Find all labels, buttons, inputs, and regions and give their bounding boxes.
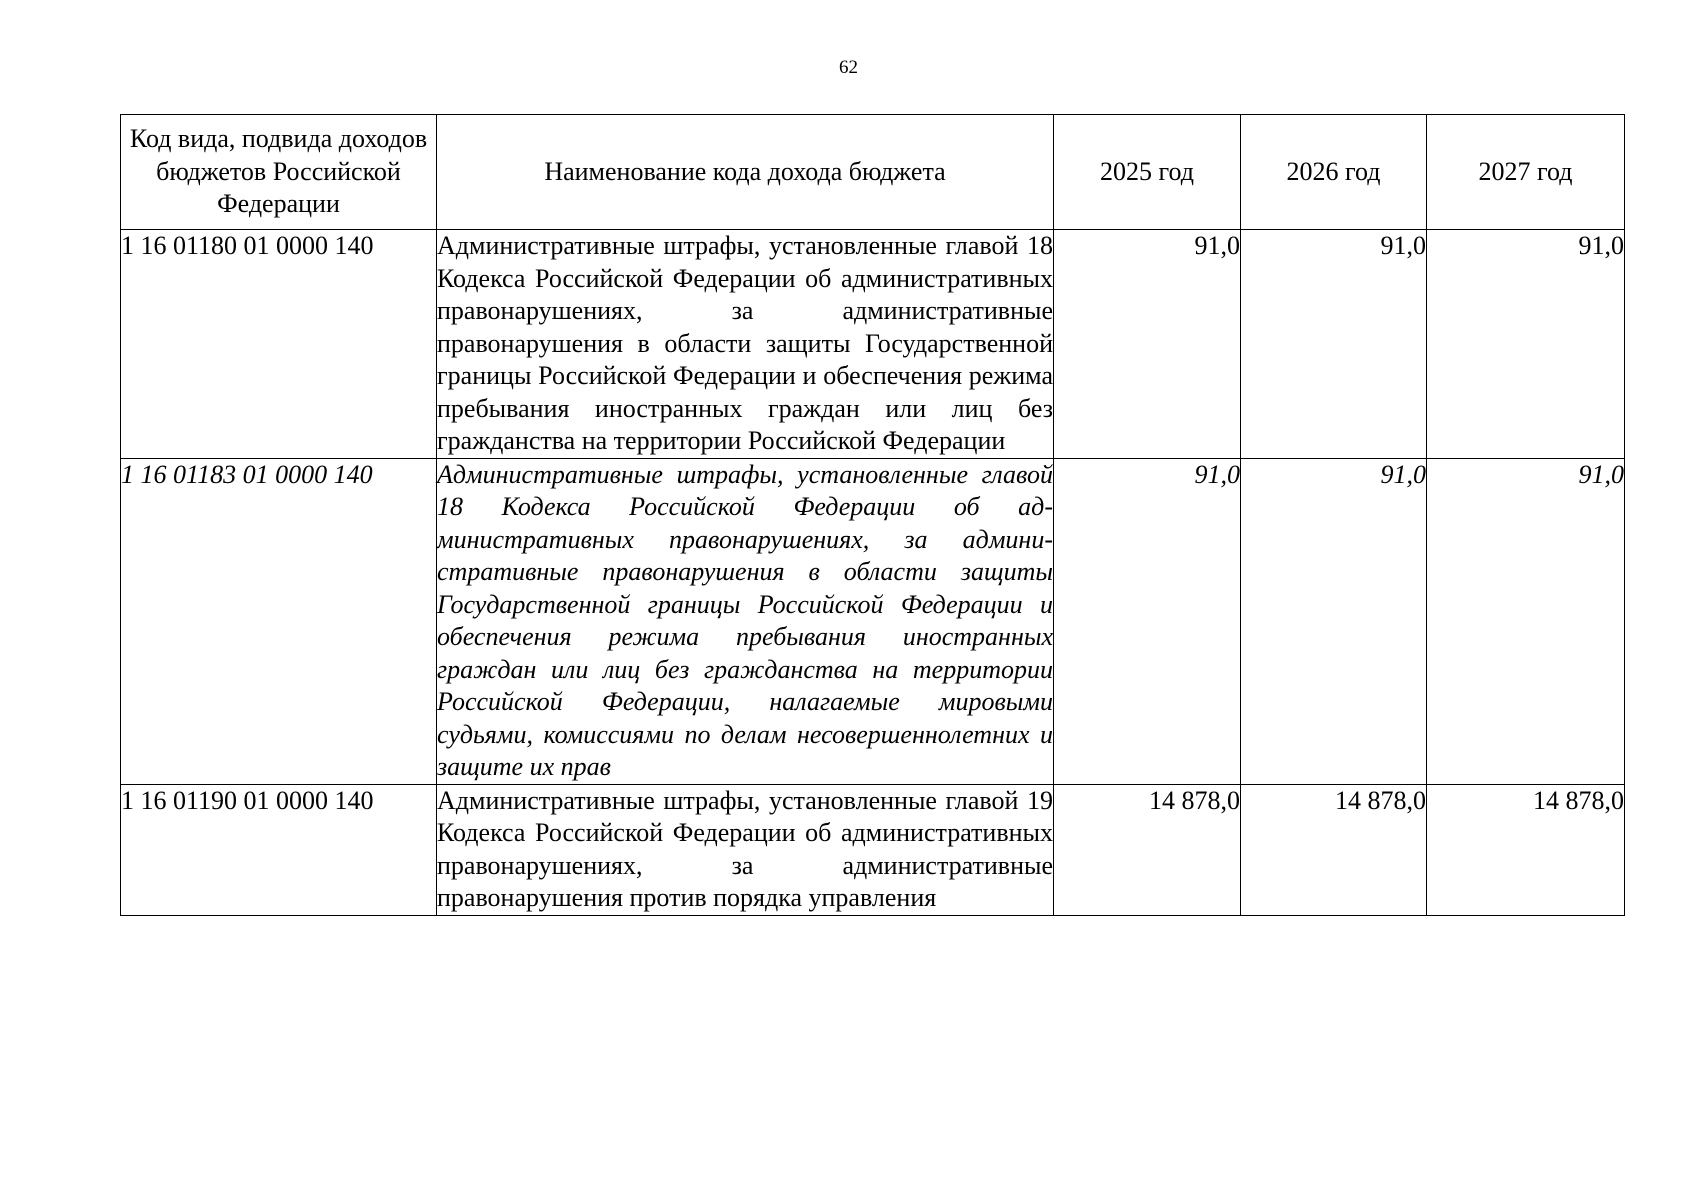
- row-code: 1 16 01180 01 0000 140: [121, 230, 437, 459]
- revenue-table: [120, 114, 1625, 916]
- header-2027: 2027 год: [1427, 115, 1625, 230]
- row-name: Административные штрафы, установленные главой 18 Кодекса Российской Федерации об административных правонарушениях, за административные правонарушения в области защиты Государственной границы Российской Федерации и обеспечения режима пребывания иностранных граждан или лиц без гражданства на территории Российской Федерации: [437, 230, 1054, 459]
- row-value-2027: 91,0: [1427, 230, 1625, 459]
- row-code: 1 16 01190 01 0000 140: [121, 784, 437, 915]
- row-name: Административные штрафы, установленные главой 18 Кодекса Российской Федерации об административных правонарушениях, за административные правонарушения в области защиты Государственной границы Российской Федерации и обеспечения режима пребывания иностранных граждан или лиц без гражданства на территории Российской Федерации, налагаемые мировыми судьями, комиссиями по делам несовершеннолетних и защите их прав: [437, 458, 1054, 784]
- row-name: Административные штрафы, установленные главой 19 Кодекса Российской Федерации об административных правонарушениях, за административные правонарушения против порядка управления: [437, 784, 1054, 915]
- row-value-2025: 91,0: [1054, 458, 1241, 784]
- table-row: [121, 784, 1625, 915]
- header-2025: 2025 год: [1054, 115, 1241, 230]
- row-value-2025: 14 878,0: [1054, 784, 1241, 915]
- header-2026: 2026 год: [1241, 115, 1427, 230]
- row-value-2026: 14 878,0: [1241, 784, 1427, 915]
- page-number: 62: [839, 57, 858, 78]
- table-row: [121, 458, 1625, 784]
- header-code: Код вида, подвида доходов бюджетов Российской Федерации: [121, 115, 437, 230]
- row-value-2025: 91,0: [1054, 230, 1241, 459]
- row-value-2026: 91,0: [1241, 458, 1427, 784]
- header-name: Наименование кода дохода бюджета: [437, 115, 1054, 230]
- row-value-2026: 91,0: [1241, 230, 1427, 459]
- row-code: 1 16 01183 01 0000 140: [121, 458, 437, 784]
- row-value-2027: 91,0: [1427, 458, 1625, 784]
- table-header-row: [121, 115, 1625, 230]
- table-row: [121, 230, 1625, 459]
- row-value-2027: 14 878,0: [1427, 784, 1625, 915]
